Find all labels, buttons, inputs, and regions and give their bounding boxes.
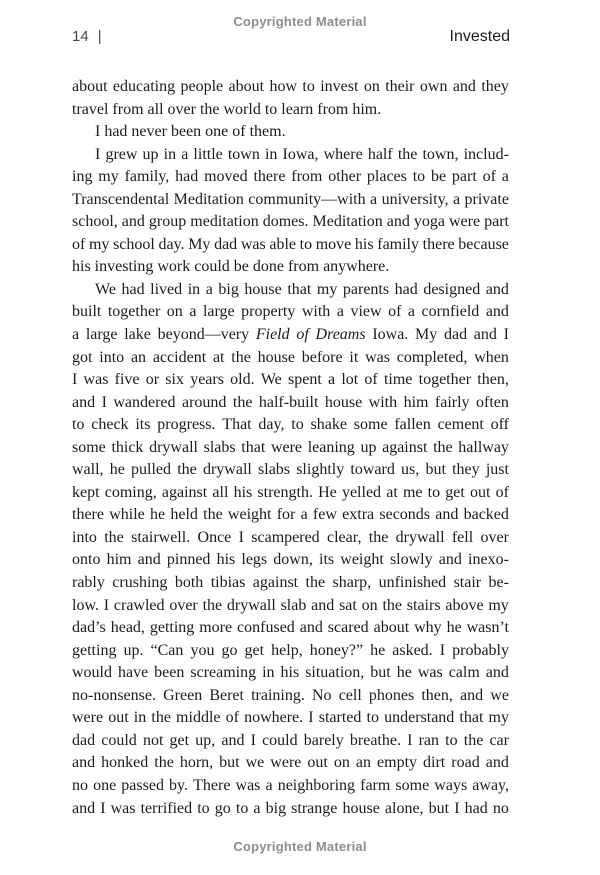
text-line: low. I crawled over the drywall slab and sat on the stairs above my	[72, 596, 509, 614]
folio-separator: |	[97, 28, 102, 45]
running-header	[72, 28, 510, 46]
text-line: of my school day. My dad was able to move his family there because	[72, 235, 509, 253]
text-line: no-nonsense. Green Beret training. No cell phones then, and we	[72, 686, 509, 704]
text-line: some thick drywall slabs that were leaning up against the hallway	[72, 438, 509, 456]
text-line: onto him and pinned his legs down, its weight slowly and inexo-	[72, 551, 509, 569]
copyright-label-bottom: Copyrighted Material	[233, 839, 367, 854]
text-line: dad could not get up, and I could barely breathe. I ran to the car	[72, 731, 509, 749]
page-number: 14	[72, 28, 89, 45]
text-line: I was five or six years old. We spent a lot of time together then,	[72, 371, 509, 389]
text-line: his investing work could be done from anywhere.	[72, 258, 390, 276]
text-line: to check its progress. That day, to shake some fallen cement off	[72, 416, 509, 434]
text-line: ing my family, had moved there from other places to be part of a	[72, 168, 509, 186]
text-line: wall, he pulled the drywall slabs slightly toward us, but they just	[72, 461, 509, 479]
text-line: I had never been one of them.	[95, 123, 286, 141]
text-line: kept coming, against all his strength. He yelled at me to get out of	[72, 483, 509, 501]
text-line: were out in the middle of nowhere. I started to understand that my	[72, 709, 509, 727]
text-line: and honked the horn, but we were out on an empty dirt road and	[72, 754, 509, 772]
text-line: school, and group meditation domes. Meditation and yoga were part	[72, 213, 509, 231]
body-text	[72, 76, 509, 820]
text-line: I grew up in a little town in Iowa, where half the town, includ-	[95, 145, 509, 163]
text-line: rably crushing both tibias against the sharp, unfinished stair be-	[72, 574, 509, 592]
text-line: got into an accident at the house before it was completed, when	[72, 348, 509, 366]
text-line: into the stairwell. Once I scampered clear, the drywall fell over	[72, 528, 509, 546]
copyright-label-top: Copyrighted Material	[233, 14, 367, 29]
text-line: travel from all over the world to learn from him.	[72, 100, 382, 118]
text-line: about educating people about how to invest on their own and they	[72, 78, 509, 95]
running-title: Invested	[449, 28, 510, 45]
text-line: getting up. “Can you go get help, honey?” he asked. I probably	[72, 641, 509, 659]
folio-group	[72, 28, 102, 45]
text-line: there while he held the weight for a few extra seconds and backed	[72, 506, 509, 524]
text-line: built together on a large property with a view of a cornfield and	[72, 303, 509, 321]
text-line: no one passed by. There was a neighboring farm some ways away,	[72, 776, 509, 794]
text-line: would have been screaming in his situation, but he was calm and	[72, 664, 509, 682]
text-line: We had lived in a big house that my parents had designed and	[95, 280, 509, 298]
text-line: Transcendental Meditation community—with a university, a private	[72, 190, 509, 208]
text-line: and I was terrified to go to a big strange house alone, but I had no	[72, 799, 509, 817]
text-line: dad’s head, getting more confused and scared about why he wasn’t	[72, 619, 509, 637]
text-line: and I wandered around the half-built house with him fairly often	[72, 393, 509, 411]
text-line: a large lake beyond—very Field of Dreams Iowa. My dad and I	[72, 326, 509, 344]
